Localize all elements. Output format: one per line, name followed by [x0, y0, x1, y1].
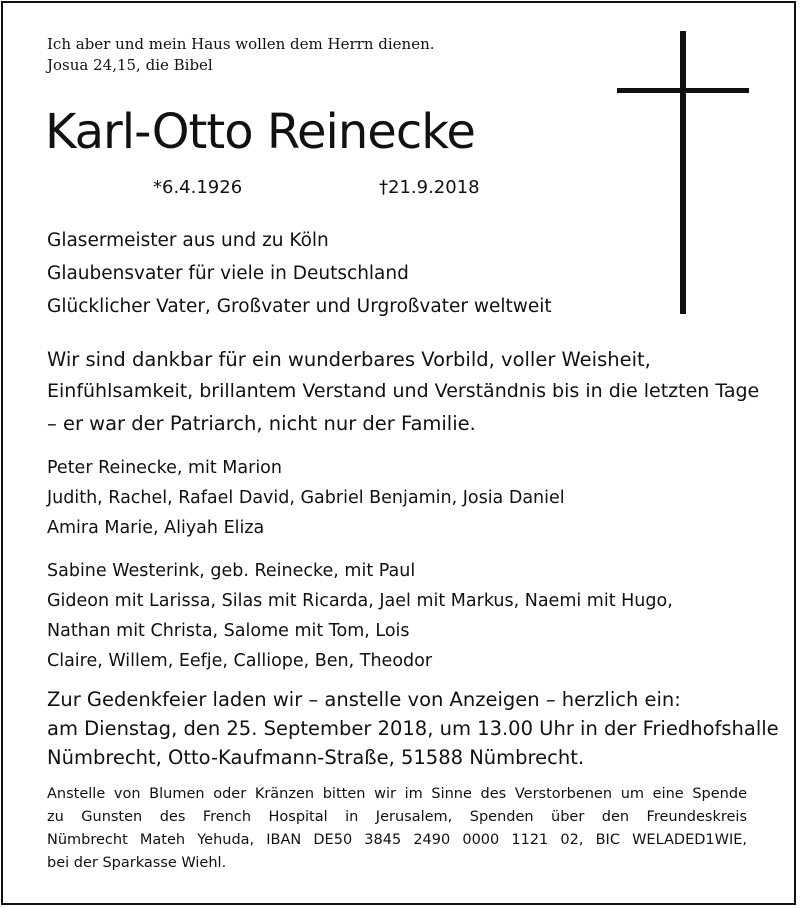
family-line: Claire, Willem, Eefje, Calliope, Ben, Theodor: [47, 651, 433, 671]
death-date: †21.9.2018: [379, 177, 480, 198]
family-line: Nathan mit Christa, Salome mit Tom, Lois: [47, 621, 410, 641]
bible-verse-reference: Josua 24,15, die Bibel: [47, 56, 213, 74]
family-line: Peter Reinecke, mit Marion: [47, 458, 282, 478]
cross-icon-crossbar: [617, 88, 749, 93]
ceremony-line: am Dienstag, den 25. September 2018, um 13.00 Uhr in der Friedhofshalle: [47, 717, 779, 740]
family-line: Amira Marie, Aliyah Eliza: [47, 518, 265, 538]
donation-line: Anstelle von Blumen oder Kränzen bitten wir im Sinne des Verstorbenen um eine Spende: [47, 786, 747, 802]
title-line: Glücklicher Vater, Großvater und Urgroßvater weltweit: [47, 296, 552, 317]
cross-icon: [680, 31, 686, 314]
family-line: Sabine Westerink, geb. Reinecke, mit Paul: [47, 561, 416, 581]
donation-line: Nümbrecht Mateh Yehuda, IBAN DE50 3845 2490 0000 1121 02, BIC WELADED1WIE,: [47, 832, 747, 848]
family-line: Gideon mit Larissa, Silas mit Ricarda, Jael mit Markus, Naemi mit Hugo,: [47, 591, 673, 611]
tribute-line: Einfühlsamkeit, brillantem Verstand und Verständnis bis in die letzten Tage: [47, 380, 760, 402]
birth-date: *6.4.1926: [153, 177, 243, 198]
ceremony-line: Nümbrecht, Otto-Kaufmann-Straße, 51588 Nümbrecht.: [47, 746, 585, 769]
donation-line: zu Gunsten des French Hospital in Jerusalem, Spenden über den Freundeskreis: [47, 809, 747, 825]
tribute-line: – er war der Patriarch, nicht nur der Familie.: [47, 412, 476, 435]
family-line: Judith, Rachel, Rafael David, Gabriel Benjamin, Josia Daniel: [47, 488, 565, 508]
bible-verse: Ich aber und mein Haus wollen dem Herrn dienen.: [47, 35, 435, 53]
title-line: Glaubensvater für viele in Deutschland: [47, 263, 409, 284]
deceased-name: Karl-Otto Reinecke: [45, 104, 475, 160]
ceremony-line: Zur Gedenkfeier laden wir – anstelle von Anzeigen – herzlich ein:: [47, 688, 681, 711]
title-line: Glasermeister aus und zu Köln: [47, 230, 329, 251]
donation-line: bei der Sparkasse Wiehl.: [47, 855, 227, 871]
tribute-line: Wir sind dankbar für ein wunderbares Vorbild, voller Weisheit,: [47, 348, 651, 371]
